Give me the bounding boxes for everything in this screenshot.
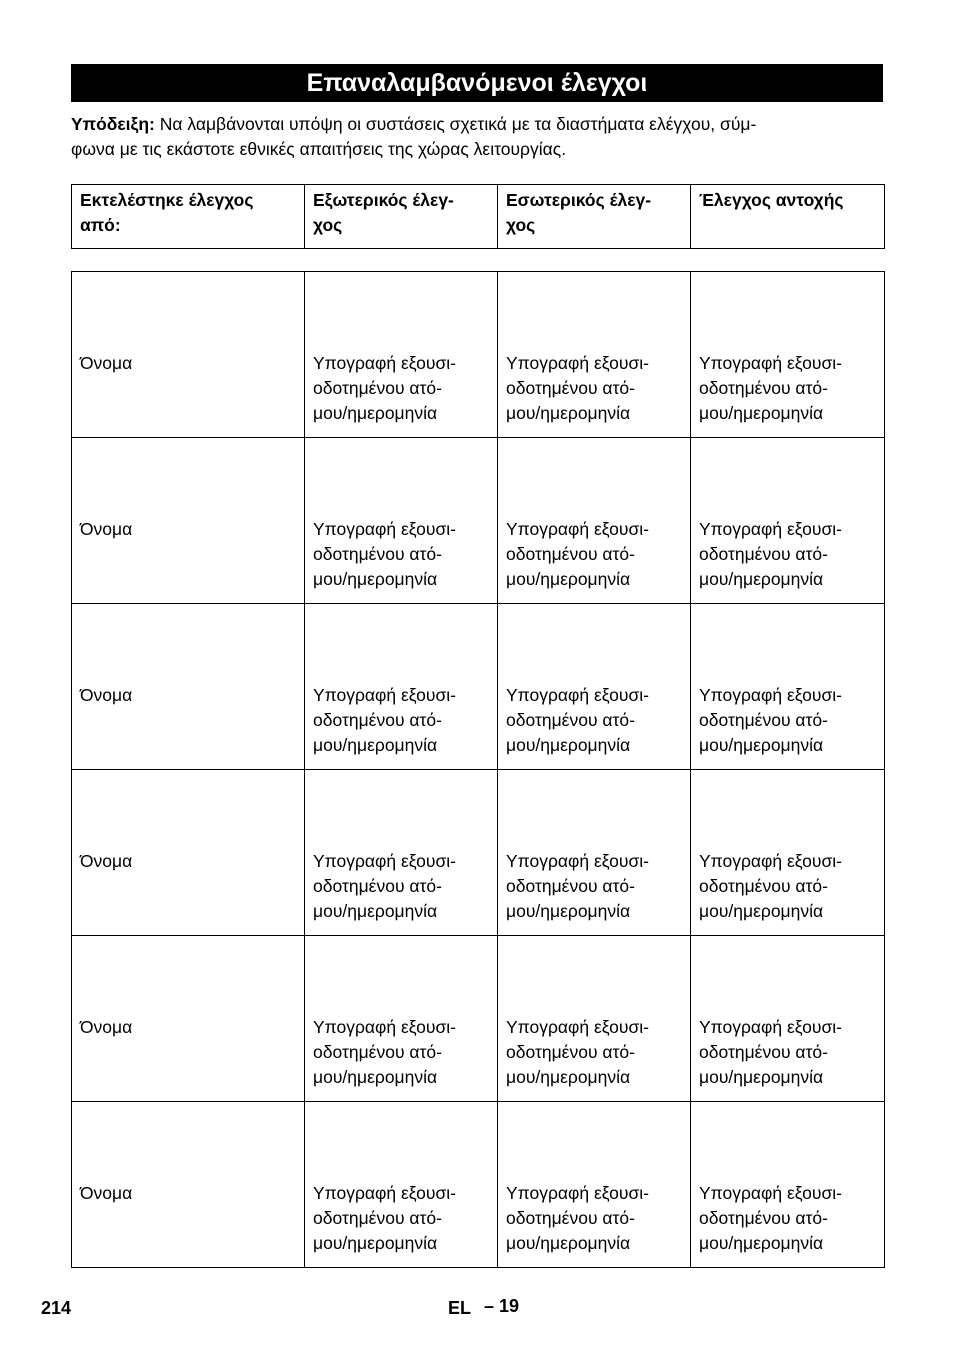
- name-label: Όνομα: [80, 1183, 133, 1203]
- signature-label: οδοτημένου ατό-: [313, 876, 442, 896]
- signature-label: Υπογραφή εξουσι-: [313, 1183, 456, 1203]
- external-signature-cell: [305, 438, 498, 604]
- header-strength-test: Έλεγχος αντοχής: [691, 185, 885, 249]
- signature-label: μου/ημερομηνία: [506, 403, 631, 423]
- internal-signature-cell: [498, 936, 691, 1102]
- page-title: Επαναλαμβανόμενοι έλεγχοι: [71, 64, 883, 102]
- table-row: [72, 770, 885, 936]
- table-row: [72, 604, 885, 770]
- note-label: Υπόδειξη:: [71, 114, 155, 134]
- signature-label: οδοτημένου ατό-: [699, 378, 828, 398]
- signature-label: μου/ημερομηνία: [313, 735, 438, 755]
- internal-signature-cell: [498, 1102, 691, 1268]
- signature-label: μου/ημερομηνία: [313, 901, 438, 921]
- table-row: [72, 272, 885, 438]
- signature-label: Υπογραφή εξουσι-: [699, 1183, 842, 1203]
- signature-label: μου/ημερομηνία: [506, 1067, 631, 1087]
- signature-label: μου/ημερομηνία: [506, 901, 631, 921]
- external-signature-cell: [305, 604, 498, 770]
- signature-label: Υπογραφή εξουσι-: [699, 851, 842, 871]
- name-label: Όνομα: [80, 519, 133, 539]
- signature-label: Υπογραφή εξουσι-: [313, 353, 456, 373]
- signature-label: μου/ημερομηνία: [699, 1067, 824, 1087]
- signature-label: Υπογραφή εξουσι-: [313, 519, 456, 539]
- external-signature-cell: [305, 936, 498, 1102]
- strength-signature-cell: [691, 1102, 885, 1268]
- name-label: Όνομα: [80, 353, 133, 373]
- signature-label: μου/ημερομηνία: [699, 1233, 824, 1253]
- name-cell: [72, 272, 305, 438]
- signature-label: Υπογραφή εξουσι-: [506, 1183, 649, 1203]
- signature-label: μου/ημερομηνία: [313, 403, 438, 423]
- signature-label: Υπογραφή εξουσι-: [313, 851, 456, 871]
- signature-label: οδοτημένου ατό-: [313, 710, 442, 730]
- strength-signature-cell: [691, 438, 885, 604]
- name-label: Όνομα: [80, 1017, 133, 1037]
- inspection-header-table: [71, 184, 885, 249]
- signature-label: οδοτημένου ατό-: [506, 1042, 635, 1062]
- inspection-record-table: [71, 271, 885, 1268]
- external-signature-cell: [305, 272, 498, 438]
- signature-label: Υπογραφή εξουσι-: [506, 353, 649, 373]
- signature-label: μου/ημερομηνία: [506, 569, 631, 589]
- signature-label: Υπογραφή εξουσι-: [699, 353, 842, 373]
- strength-signature-cell: [691, 272, 885, 438]
- signature-label: Υπογραφή εξουσι-: [506, 519, 649, 539]
- signature-label: οδοτημένου ατό-: [506, 710, 635, 730]
- signature-label: μου/ημερομηνία: [699, 901, 824, 921]
- table-row: [72, 438, 885, 604]
- header-row: [72, 185, 885, 249]
- signature-label: οδοτημένου ατό-: [506, 1208, 635, 1228]
- name-label: Όνομα: [80, 685, 133, 705]
- signature-label: Υπογραφή εξουσι-: [313, 685, 456, 705]
- name-cell: [72, 438, 305, 604]
- header-internal-inspection: Εσωτερικός έλεγ- χος: [498, 185, 691, 249]
- signature-label: οδοτημένου ατό-: [313, 1208, 442, 1228]
- name-cell: [72, 936, 305, 1102]
- external-signature-cell: [305, 1102, 498, 1268]
- signature-label: Υπογραφή εξουσι-: [506, 685, 649, 705]
- signature-label: οδοτημένου ατό-: [699, 710, 828, 730]
- signature-label: Υπογραφή εξουσι-: [506, 1017, 649, 1037]
- name-label: Όνομα: [80, 851, 133, 871]
- strength-signature-cell: [691, 770, 885, 936]
- signature-label: Υπογραφή εξουσι-: [506, 851, 649, 871]
- name-cell: [72, 770, 305, 936]
- signature-label: οδοτημένου ατό-: [313, 378, 442, 398]
- signature-label: Υπογραφή εξουσι-: [699, 519, 842, 539]
- internal-signature-cell: [498, 438, 691, 604]
- note-text-line1: Να λαμβάνονται υπόψη οι συστάσεις σχετικά με τα διαστήματα ελέγχου, σύμ-: [154, 114, 757, 134]
- signature-label: Υπογραφή εξουσι-: [313, 1017, 456, 1037]
- strength-signature-cell: [691, 604, 885, 770]
- signature-label: οδοτημένου ατό-: [699, 876, 828, 896]
- signature-label: μου/ημερομηνία: [506, 1233, 631, 1253]
- name-cell: [72, 604, 305, 770]
- signature-label: οδοτημένου ατό-: [506, 378, 635, 398]
- signature-label: μου/ημερομηνία: [506, 735, 631, 755]
- signature-label: οδοτημένου ατό-: [313, 544, 442, 564]
- signature-label: μου/ημερομηνία: [699, 735, 824, 755]
- signature-label: μου/ημερομηνία: [313, 1067, 438, 1087]
- note-paragraph: [71, 112, 883, 162]
- table-row: [72, 1102, 885, 1268]
- signature-label: οδοτημένου ατό-: [699, 544, 828, 564]
- footer-language: EL: [448, 1298, 472, 1318]
- signature-label: μου/ημερομηνία: [699, 403, 824, 423]
- inspection-record-rows: [72, 272, 885, 1268]
- signature-label: οδοτημένου ατό-: [699, 1208, 828, 1228]
- signature-label: μου/ημερομηνία: [699, 569, 824, 589]
- signature-label: μου/ημερομηνία: [313, 1233, 438, 1253]
- internal-signature-cell: [498, 272, 691, 438]
- external-signature-cell: [305, 770, 498, 936]
- name-cell: [72, 1102, 305, 1268]
- header-external-inspection: Εξωτερικός έλεγ- χος: [305, 185, 498, 249]
- footer-page-label: – 19: [484, 1296, 520, 1316]
- signature-label: μου/ημερομηνία: [313, 569, 438, 589]
- signature-label: Υπογραφή εξουσι-: [699, 1017, 842, 1037]
- signature-label: Υπογραφή εξουσι-: [699, 685, 842, 705]
- signature-label: οδοτημένου ατό-: [313, 1042, 442, 1062]
- signature-label: οδοτημένου ατό-: [699, 1042, 828, 1062]
- table-row: [72, 936, 885, 1102]
- signature-label: οδοτημένου ατό-: [506, 876, 635, 896]
- internal-signature-cell: [498, 604, 691, 770]
- header-performed-by: Εκτελέστηκε έλεγχος από:: [72, 185, 305, 249]
- page-number: 214: [41, 1298, 72, 1318]
- signature-label: οδοτημένου ατό-: [506, 544, 635, 564]
- strength-signature-cell: [691, 936, 885, 1102]
- internal-signature-cell: [498, 770, 691, 936]
- note-text-line2: φωνα με τις εκάστοτε εθνικές απαιτήσεις της χώρας λειτουργίας.: [71, 139, 567, 159]
